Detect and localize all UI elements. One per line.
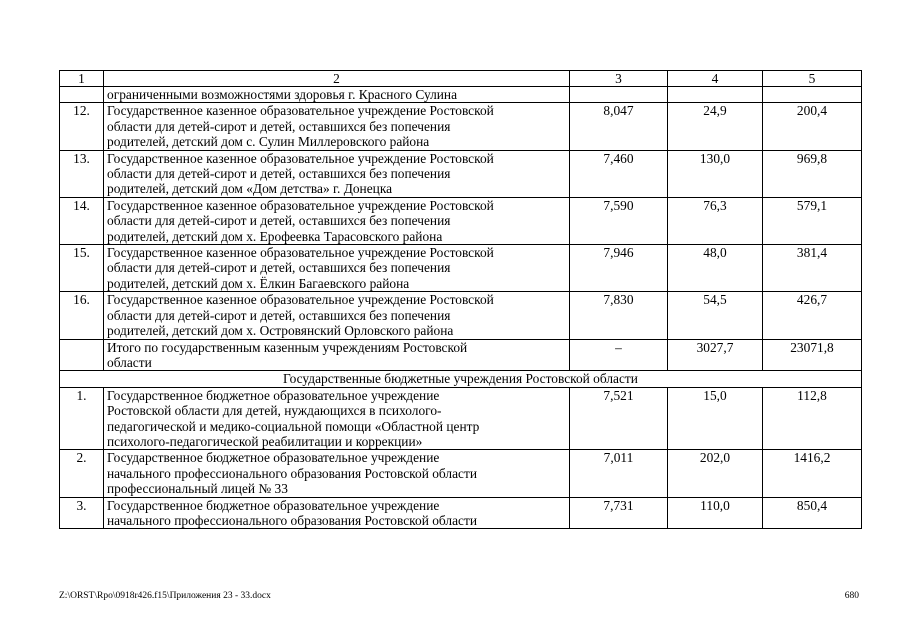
data-table — [59, 70, 862, 529]
institution-name — [104, 387, 570, 450]
value-col4: 15,0 — [668, 387, 763, 450]
value-col5: 969,8 — [763, 150, 862, 197]
institution-name — [104, 245, 570, 292]
table-row — [60, 103, 862, 150]
name-line: Государственное казенное образовательное учреждение Ростовской — [107, 292, 494, 308]
institution-name — [104, 450, 570, 497]
header-cell-1: 1 — [60, 71, 104, 87]
table-row — [60, 497, 862, 529]
institution-name — [104, 197, 570, 244]
total-row — [60, 339, 862, 371]
table-row — [60, 387, 862, 450]
footer-file-path: Z:\ORST\Rpo\0918r426.f15\Приложения 23 - 33.docx — [59, 591, 271, 601]
value-col4: 76,3 — [668, 197, 763, 244]
header-row — [60, 71, 862, 87]
value-col5: 579,1 — [763, 197, 862, 244]
row-number — [60, 87, 104, 103]
name-line: родителей, детский дом с. Сулин Миллеровского района — [107, 134, 430, 150]
name-line: Государственное бюджетное образовательное учреждение — [107, 387, 440, 403]
value-col3: – — [570, 339, 668, 371]
row-number: 2. — [60, 450, 104, 497]
name-line: начального профессионального образования Ростовской области — [107, 465, 477, 481]
value-col4: 48,0 — [668, 245, 763, 292]
value-col5: 1416,2 — [763, 450, 862, 497]
header-cell-4: 4 — [668, 71, 763, 87]
value-col3: 7,521 — [570, 387, 668, 450]
name-line: родителей, детский дом х. Островянский Орловского района — [107, 323, 454, 339]
institution-name — [104, 497, 570, 529]
value-col3 — [570, 87, 668, 103]
name-line: Государственное бюджетное образовательное учреждение — [107, 497, 440, 513]
name-line: области для детей-сирот и детей, оставшихся без попечения — [107, 118, 451, 134]
value-col4: 3027,7 — [668, 339, 763, 371]
table-row — [60, 150, 862, 197]
name-line: начального профессионального образования Ростовской области — [107, 512, 477, 528]
name-line: области — [107, 354, 152, 370]
name-line: психолого-педагогической реабилитации и коррекции» — [107, 433, 423, 449]
section-row — [60, 371, 862, 387]
institution-name — [104, 150, 570, 197]
footer-page-number: 680 — [844, 591, 859, 601]
value-col5 — [763, 87, 862, 103]
name-line: Государственное казенное образовательное учреждение Ростовской — [107, 197, 494, 213]
header-cell-2: 2 — [104, 71, 570, 87]
name-line: области для детей-сирот и детей, оставшихся без попечения — [107, 213, 451, 229]
institution-name: ограниченными возможностями здоровья г. Красного Сулина — [104, 87, 570, 103]
name-line: Ростовской области для детей, нуждающихся в психолого- — [107, 403, 442, 419]
value-col4: 130,0 — [668, 150, 763, 197]
value-col3: 7,731 — [570, 497, 668, 529]
name-line: Государственное казенное образовательное учреждение Ростовской — [107, 103, 494, 119]
value-col4: 110,0 — [668, 497, 763, 529]
row-number: 16. — [60, 292, 104, 339]
name-line: родителей, детский дом «Дом детства» г. Донецка — [107, 181, 393, 197]
name-line: Государственное бюджетное образовательное учреждение — [107, 450, 440, 466]
row-number: 15. — [60, 245, 104, 292]
institution-name — [104, 103, 570, 150]
row-number: 1. — [60, 387, 104, 450]
name-line: профессиональный лицей № 33 — [107, 481, 288, 497]
row-number: 3. — [60, 497, 104, 529]
continuation-row — [60, 87, 862, 103]
table-row — [60, 292, 862, 339]
name-line: педагогической и медико-социальной помощи «Областной центр — [107, 418, 480, 434]
value-col5: 23071,8 — [763, 339, 862, 371]
row-number: 13. — [60, 150, 104, 197]
name-line: Государственное казенное образовательное учреждение Ростовской — [107, 150, 494, 166]
value-col3: 7,590 — [570, 197, 668, 244]
row-number: 12. — [60, 103, 104, 150]
value-col3: 8,047 — [570, 103, 668, 150]
row-number — [60, 339, 104, 371]
table-row — [60, 245, 862, 292]
value-col3: 7,011 — [570, 450, 668, 497]
table-row — [60, 450, 862, 497]
name-line: области для детей-сирот и детей, оставшихся без попечения — [107, 307, 451, 323]
name-line: родителей, детский дом х. Ерофеевка Тарасовского района — [107, 228, 443, 244]
value-col3: 7,946 — [570, 245, 668, 292]
value-col4: 24,9 — [668, 103, 763, 150]
name-line: родителей, детский дом х. Ёлкин Багаевского района — [107, 275, 410, 291]
value-col5: 381,4 — [763, 245, 862, 292]
institution-name — [104, 292, 570, 339]
name-line: области для детей-сирот и детей, оставшихся без попечения — [107, 166, 451, 182]
header-cell-3: 3 — [570, 71, 668, 87]
name-line: области для детей-сирот и детей, оставшихся без попечения — [107, 260, 451, 276]
value-col5: 850,4 — [763, 497, 862, 529]
value-col3: 7,460 — [570, 150, 668, 197]
name-line: Государственное казенное образовательное учреждение Ростовской — [107, 245, 494, 261]
table-row — [60, 197, 862, 244]
institution-name — [104, 339, 570, 371]
value-col5: 426,7 — [763, 292, 862, 339]
value-col5: 200,4 — [763, 103, 862, 150]
name-line: Итого по государственным казенным учреждениям Ростовской — [107, 339, 468, 355]
header-cell-5: 5 — [763, 71, 862, 87]
value-col5: 112,8 — [763, 387, 862, 450]
value-col4: 54,5 — [668, 292, 763, 339]
row-number: 14. — [60, 197, 104, 244]
value-col4: 202,0 — [668, 450, 763, 497]
section-title: Государственные бюджетные учреждения Ростовской области — [60, 371, 862, 387]
value-col4 — [668, 87, 763, 103]
value-col3: 7,830 — [570, 292, 668, 339]
